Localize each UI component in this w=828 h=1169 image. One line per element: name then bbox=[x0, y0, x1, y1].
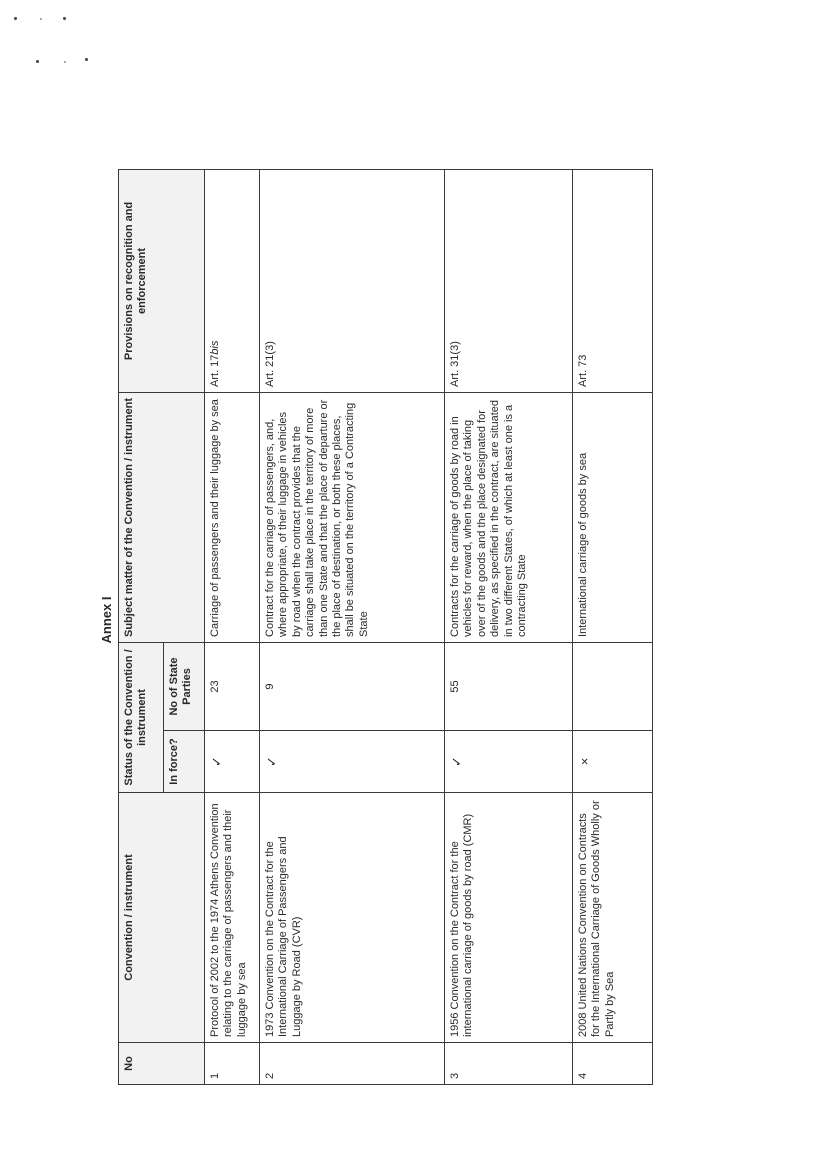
row-number: 1 bbox=[205, 1043, 260, 1085]
header-status: Status of the Convention / instrument bbox=[119, 642, 164, 792]
speck bbox=[85, 58, 88, 61]
convention-name: 2008 United Nations Convention on Contracts for the International Carriage of Goods Wholly or Partly by Sea bbox=[573, 793, 653, 1043]
annex-title: Annex I bbox=[99, 596, 114, 644]
row-number: 4 bbox=[573, 1043, 653, 1085]
state-parties-count bbox=[573, 642, 653, 730]
provision-article: Art. 31(3) bbox=[449, 341, 461, 387]
in-force-mark: × bbox=[573, 731, 653, 793]
speck bbox=[36, 60, 39, 63]
rotated-page bbox=[96, 155, 656, 1085]
speck bbox=[14, 17, 17, 20]
header-state-parties: No of State Parties bbox=[164, 642, 205, 730]
provision-cell bbox=[260, 169, 445, 392]
subject-matter: Carriage of passengers and their luggage by sea bbox=[205, 392, 260, 642]
header-subject: Subject matter of the Convention / instrument bbox=[119, 392, 205, 642]
speck bbox=[40, 18, 42, 20]
table-row bbox=[445, 169, 573, 1084]
in-force-mark: ✓ bbox=[260, 731, 445, 793]
subject-matter: Contracts for the carriage of goods by road in vehicles for reward, when the place of taking over of the goods and the place designated for delivery, as specified in the contract, are situated in two different States, of which at least one is a contracting State bbox=[445, 392, 573, 642]
annex-table bbox=[118, 169, 653, 1085]
header-convention: Convention / instrument bbox=[119, 793, 205, 1043]
subject-matter: Contract for the carriage of passengers, and, where appropriate, of their luggage in vehicles by road when the contract provides that the carriage shall take place in the territory of more than one State and that the place of departure or the place of destination, or both these places, shall be situated on the territory of a Contracting State bbox=[260, 392, 445, 642]
provision-cell bbox=[445, 169, 573, 392]
convention-name: Protocol of 2002 to the 1974 Athens Convention relating to the carriage of passengers and their luggage by sea bbox=[205, 793, 260, 1043]
provision-cell bbox=[205, 169, 260, 392]
in-force-mark: ✓ bbox=[205, 731, 260, 793]
provision-article: Art. 73 bbox=[577, 354, 589, 387]
table-row bbox=[260, 169, 445, 1084]
state-parties-count: 23 bbox=[205, 642, 260, 730]
provision-article: Art. 17 bbox=[209, 354, 221, 387]
speck bbox=[64, 61, 66, 63]
table-row bbox=[205, 169, 260, 1084]
subject-matter: International carriage of goods by sea bbox=[573, 392, 653, 642]
table-row bbox=[573, 169, 653, 1084]
scan-specks bbox=[0, 0, 120, 80]
provision-article: Art. 21(3) bbox=[264, 341, 276, 387]
row-number: 3 bbox=[445, 1043, 573, 1085]
header-provisions: Provisions on recognition and enforcement bbox=[119, 169, 205, 392]
header-in-force: In force? bbox=[164, 731, 205, 793]
convention-name: 1973 Convention on the Contract for the International Carriage of Passengers and Luggage by Road (CVR) bbox=[260, 793, 445, 1043]
state-parties-count: 55 bbox=[445, 642, 573, 730]
in-force-mark: ✓ bbox=[445, 731, 573, 793]
provision-suffix: bis bbox=[209, 340, 221, 355]
state-parties-count: 9 bbox=[260, 642, 445, 730]
row-number: 2 bbox=[260, 1043, 445, 1085]
provision-cell bbox=[573, 169, 653, 392]
convention-name: 1956 Convention on the Contract for the international carriage of goods by road (CMR) bbox=[445, 793, 573, 1043]
header-no: No bbox=[119, 1043, 205, 1085]
speck bbox=[63, 17, 66, 20]
